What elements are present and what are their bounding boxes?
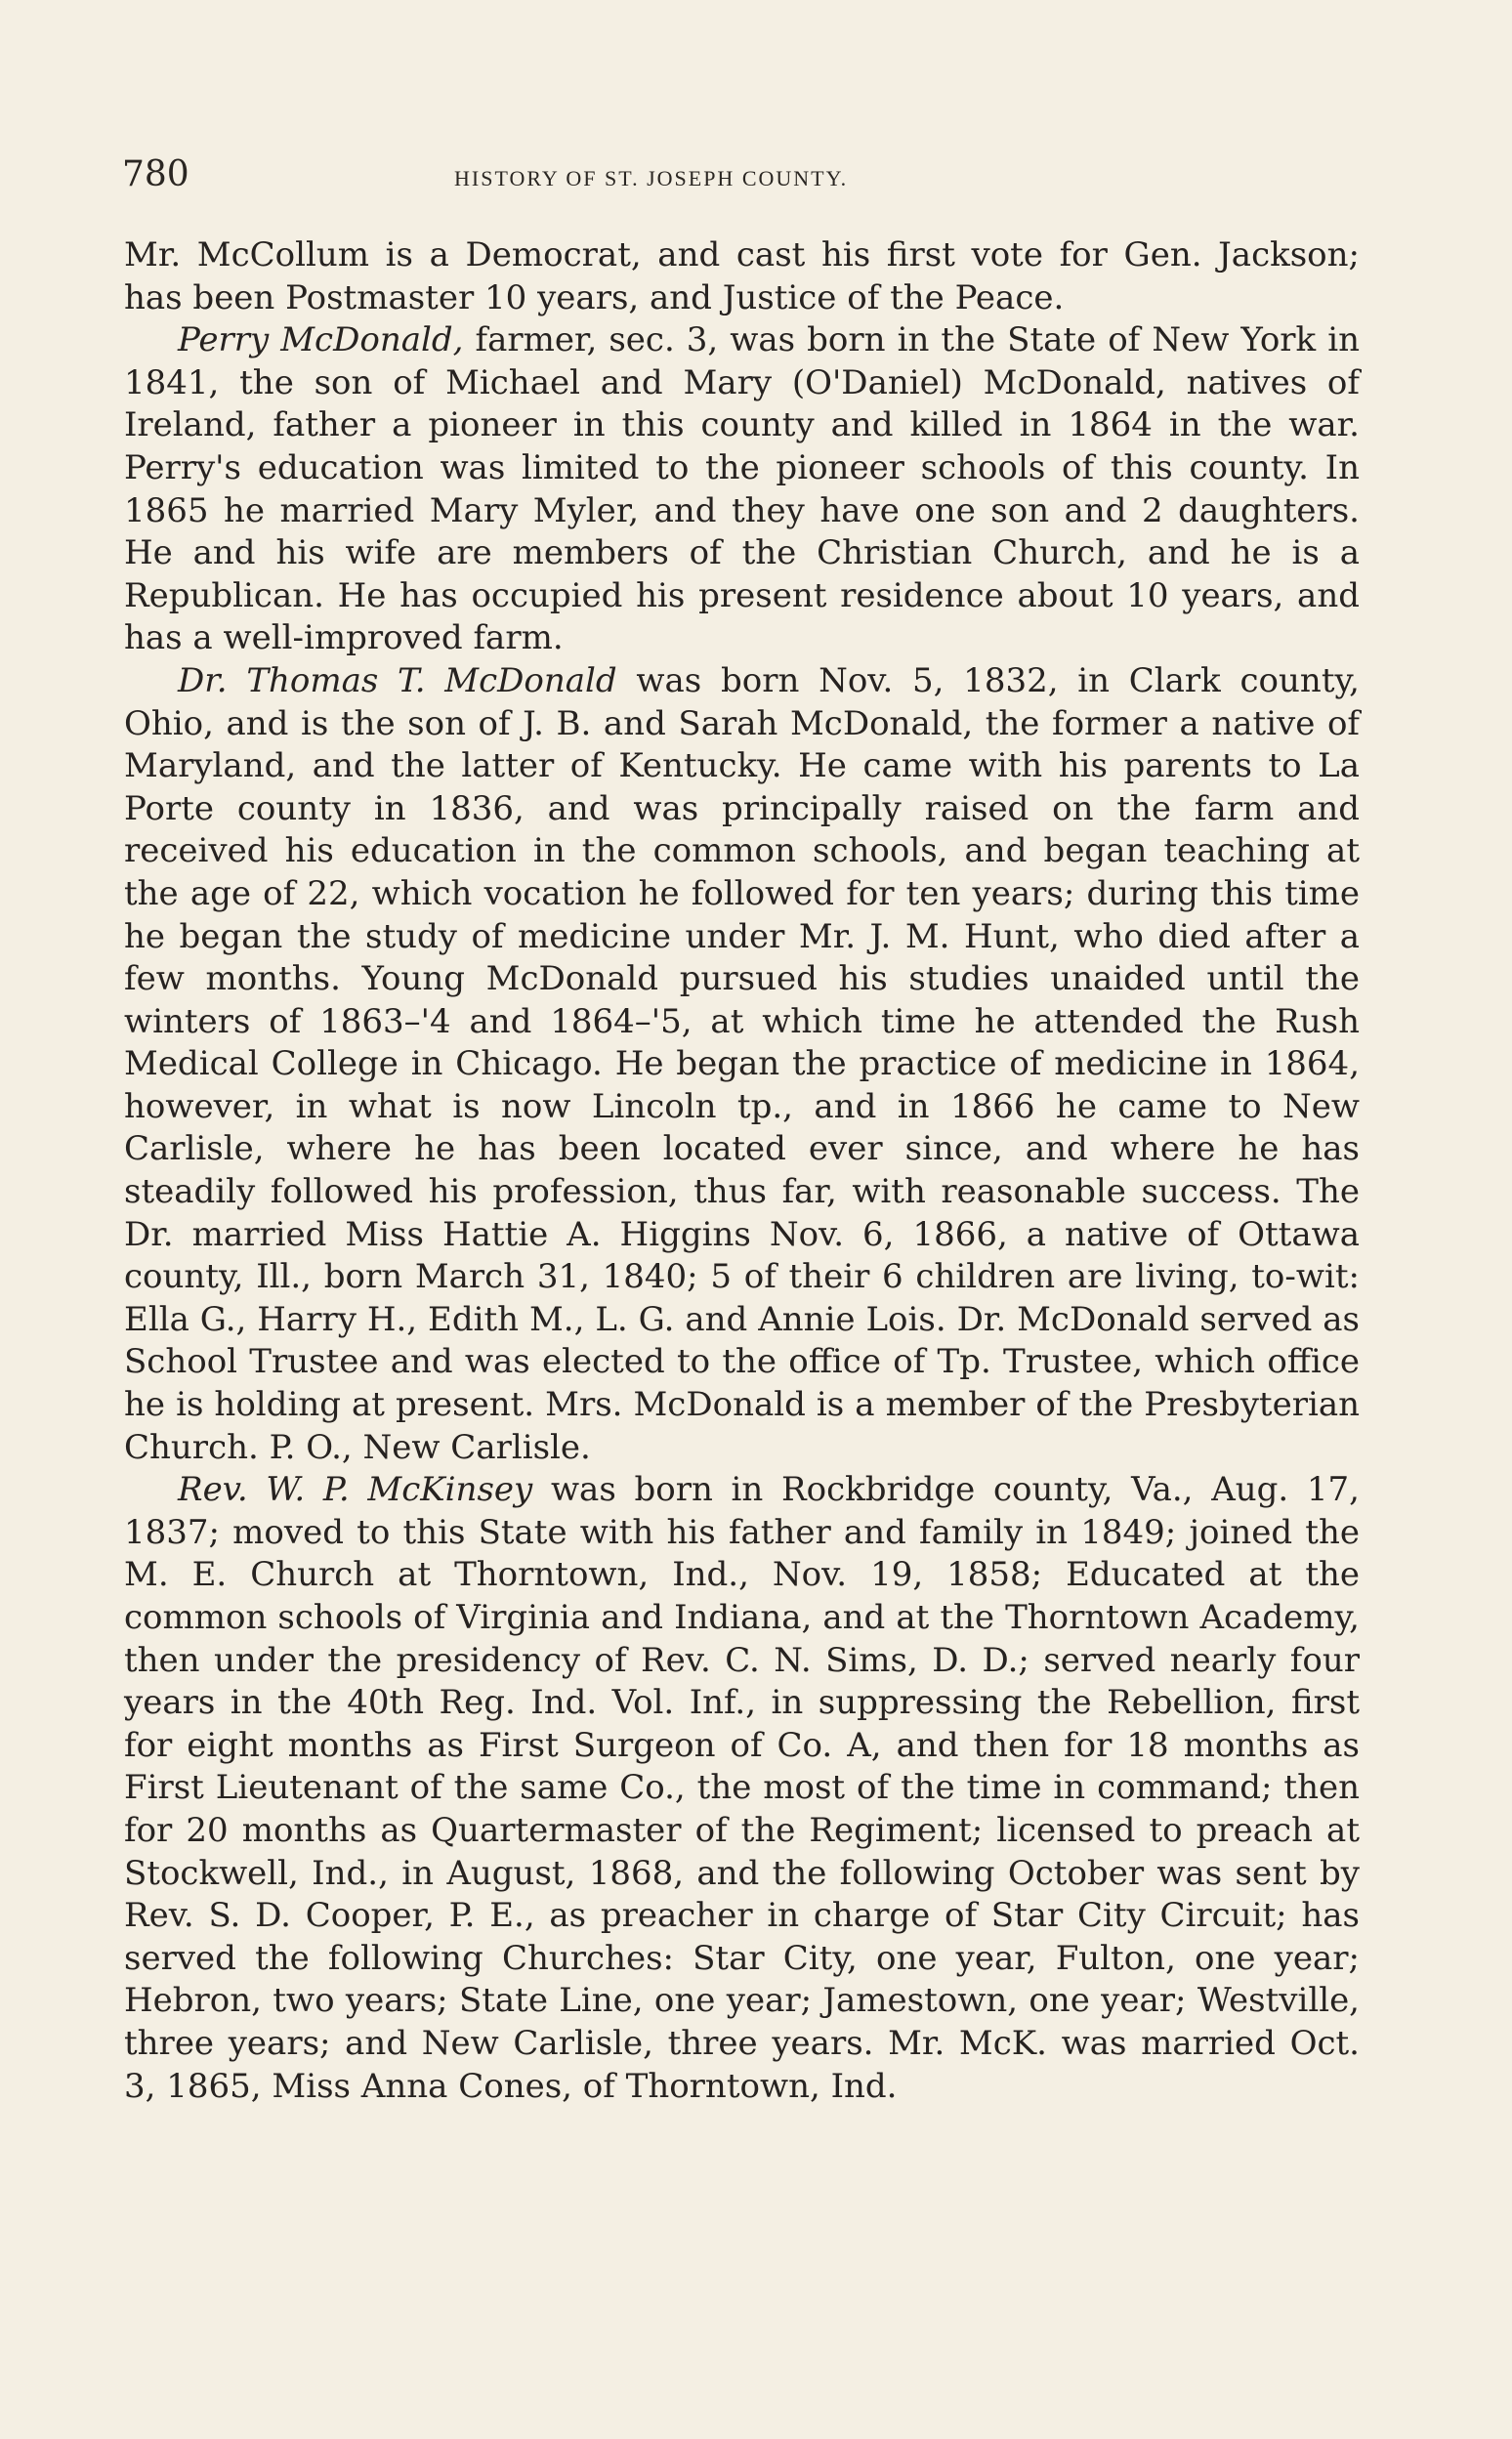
entry-name: Dr. Thomas T. McDonald bbox=[178, 660, 617, 700]
running-head: HISTORY OF ST. JOSEPH COUNTY. bbox=[454, 166, 849, 190]
body-text bbox=[124, 234, 1360, 2108]
page-header bbox=[122, 154, 1363, 203]
paragraph-mccollum bbox=[124, 234, 1360, 319]
paragraph-text: farmer, sec. 3, was born in the State of New York in 1841, the son of Michael and Mary (O'Daniel) McDonald, natives of Ireland, father a pioneer in this county and killed in 1864 in the war. Perry's education was limited to the pioneer schools of this county. In 1865 he married Mary Myler, and they have one son and 2 daughters. He and his wife are members of the Christian Church, and he is a Republican. He has occupied his present residence about 10 years, and has a well-improved farm. bbox=[124, 320, 1360, 658]
paragraph-text: was born in Rockbridge county, Va., Aug. 17, 1837; moved to this State with his father and family in 1849; joined the M. E. Church at Thorntown, Ind., Nov. 19, 1858; Educated at the common schools of Virginia and Indiana, and at the Thorntown Academy, then under the presidency of Rev. C. N. Sims, D. D.; served nearly four years in the 40th Reg. Ind. Vol. Inf., in suppressing the Rebellion, first for eight months as First Surgeon of Co. A, and then for 18 months as First Lieutenant of the same Co., the most of the time in command; then for 20 months as Quartermaster of the Regiment; licensed to preach at Stockwell, Ind., in August, 1868, and the following October was sent by Rev. S. D. Cooper, P. E., as preacher in charge of Star City Circuit; has served the following Churches: Star City, one year, Fulton, one year; Hebron, two years; State Line, one year; Jamestown, one year; Westville, three years; and New Carlisle, three years. Mr. McK. was married Oct. 3, 1865, Miss Anna Cones, of Thorntown, Ind. bbox=[124, 1470, 1360, 2106]
entry-name: Rev. W. P. McKinsey bbox=[178, 1470, 533, 1510]
page-number: 780 bbox=[122, 154, 189, 194]
paragraph-text: was born Nov. 5, 1832, in Clark county, Ohio, and is the son of J. B. and Sarah McDonald, the former a native of Maryland, and the latter of Kentucky. He came with his parents to La Porte county in 1836, and was principally raised on the farm and received his education in the common schools, and began teaching at the age of 22, which vocation he followed for ten years; during this time he began the study of medicine under Mr. J. M. Hunt, who died after a few months. Young McDonald pursued his studies unaided until the winters of 1863–'4 and 1864–'5, at which time he attended the Rush Medical College in Chicago. He began the practice of medicine in 1864, however, in what is now Lincoln tp., and in 1866 he came to New Carlisle, where he has been located ever since, and where he has steadily followed his profession, thus far, with reasonable success. The Dr. married Miss Hattie A. Higgins Nov. 6, 1866, a native of Ottawa county, Ill., born March 31, 1840; 5 of their 6 children are living, to-wit: Ella G., Harry H., Edith M., L. G. and Annie Lois. Dr. McDonald served as School Trustee and was elected to the office of Tp. Trustee, which office he is holding at present. Mrs. McDonald is a member of the Presbyterian Church. P. O., New Carlisle. bbox=[124, 660, 1360, 1467]
entry-name: Perry McDonald, bbox=[178, 320, 464, 360]
paragraph-text: Mr. McCollum is a Democrat, and cast his first vote for Gen. Jackson; has been Postmaster 10 years, and Justice of the Peace. bbox=[124, 235, 1360, 317]
paragraph-perry-mcdonald bbox=[124, 319, 1360, 660]
paragraph-mckinsey bbox=[124, 1469, 1360, 2108]
paragraph-thomas-mcdonald bbox=[124, 660, 1360, 1469]
